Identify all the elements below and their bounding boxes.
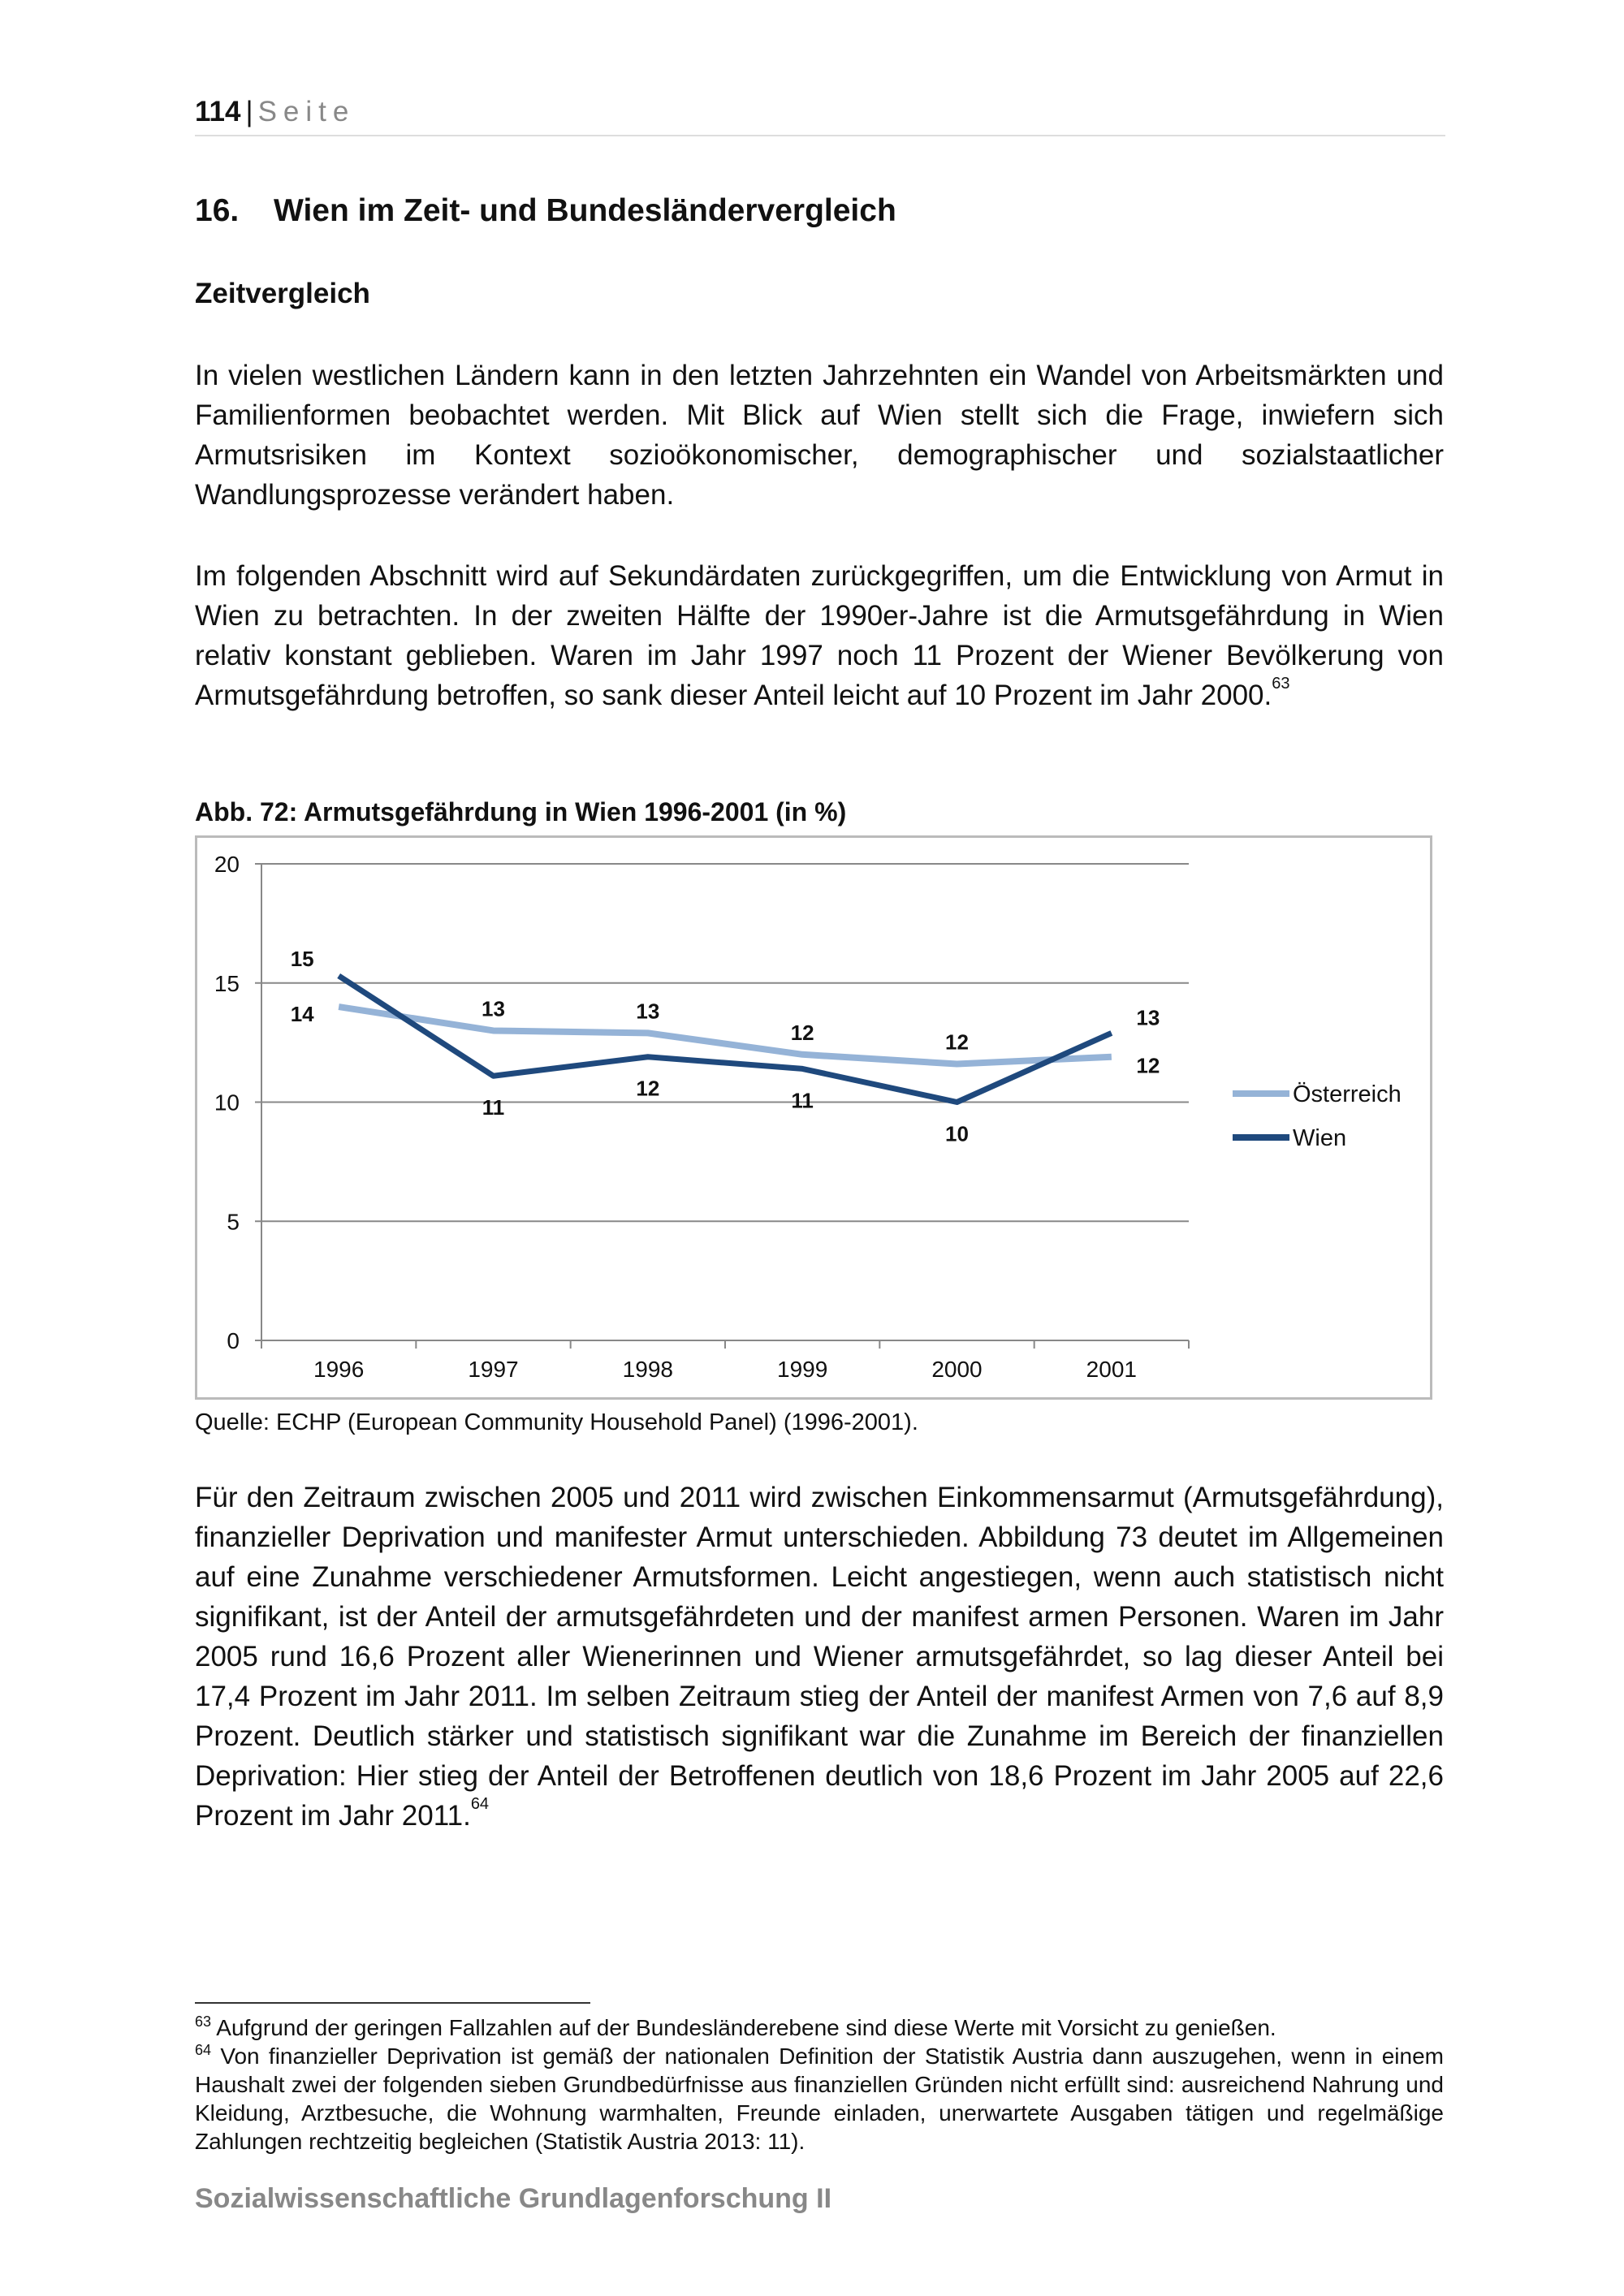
paragraph <box>195 356 1444 515</box>
data-label: 11 <box>482 1095 505 1120</box>
footnote-number: 63 <box>195 2013 212 2030</box>
page-header <box>195 96 355 128</box>
header-rule <box>195 135 1445 136</box>
y-tick-label: 5 <box>227 1209 240 1235</box>
y-tick-label: 15 <box>214 970 240 996</box>
data-label: 12 <box>636 1076 660 1101</box>
data-label: 15 <box>290 946 314 971</box>
paragraph <box>195 556 1444 715</box>
footnote-text: Aufgrund der geringen Fallzahlen auf der Bundesländerebene sind diese Werte mit Vorsicht zu genießen. <box>216 2015 1276 2040</box>
header-separator: | <box>245 96 253 127</box>
data-label: 13 <box>482 996 505 1021</box>
x-tick-label: 1997 <box>468 1357 519 1382</box>
footnote-rule <box>195 2002 590 2004</box>
series-line-österreich <box>339 1007 1112 1064</box>
figure-caption: Abb. 72: Armutsgefährdung in Wien 1996-2001 (in %) <box>195 797 847 826</box>
footnote-ref[interactable]: 63 <box>1272 675 1290 693</box>
paragraph-text: In vielen westlichen Ländern kann in den letzten Jahrzehnten ein Wandel von Arbeitsmärkten und Familienformen beobachtet werden. Mit Blick auf Wien stellt sich die Frage, inwiefern sich Armutsrisiken im Kontext sozioökonomischer, demographischer und sozialstaatlicher Wandlungsprozesse verändert haben. <box>195 360 1444 511</box>
x-tick-label: 1999 <box>777 1357 828 1382</box>
data-label: 10 <box>945 1121 969 1146</box>
data-label: 13 <box>1136 1005 1160 1030</box>
section-heading <box>195 193 896 229</box>
x-tick-label: 2000 <box>931 1357 983 1382</box>
legend-label: Österreich <box>1293 1081 1402 1107</box>
paragraph <box>195 1478 1444 1836</box>
paragraph-text: Für den Zeitraum zwischen 2005 und 2011 wird zwischen Einkommensarmut (Armutsgefährdung), finanzieller Deprivation und manifester Armut unterschieden. Abbildung 73 deutet im Allgemeinen auf eine Zunahme verschiedener Armutsformen. Leicht angestiegen, wenn auch statistisch nicht signifikant, ist der Anteil der armutsgefährdeten und der manifest armen Personen. Waren im Jahr 2005 rund 16,6 Prozent aller Wienerinnen und Wiener armutsgefährdet, so lag dieser Anteil bei 17,4 Prozent im Jahr 2011. Im selben Zeitraum stieg der Anteil der manifest Armen von 7,6 auf 8,9 Prozent. Deutlich stärker und statistisch signifikant war die Zunahme im Bereich der finanziellen Deprivation: Hier stieg der Anteil der Betroffenen deutlich von 18,6 Prozent im Jahr 2005 auf 22,6 Prozent im Jahr 2011. <box>195 1482 1444 1832</box>
paragraph-text: Im folgenden Abschnitt wird auf Sekundärdaten zurückgegriffen, um die Entwicklung von Armut in Wien zu betrachten. In der zweiten Hälfte der 1990er-Jahre ist die Armutsgefährdung in Wien relativ konstant geblieben. Waren im Jahr 1997 noch 11 Prozent der Wiener Bevölkerung von Armutsgefährdung betroffen, so sank dieser Anteil leicht auf 10 Prozent im Jahr 2000. <box>195 560 1444 711</box>
footnote <box>195 2042 1444 2156</box>
footnote-number: 64 <box>195 2042 212 2058</box>
series-line-wien <box>339 976 1112 1103</box>
footnote-ref[interactable]: 64 <box>470 1795 490 1813</box>
data-label: 13 <box>636 999 660 1024</box>
y-tick-label: 10 <box>214 1090 240 1116</box>
data-label: 12 <box>790 1020 814 1045</box>
y-tick-label: 20 <box>214 852 240 877</box>
x-tick-label: 1998 <box>622 1357 673 1382</box>
legend-label: Wien <box>1293 1125 1347 1151</box>
line-chart <box>195 835 1432 1400</box>
page-footer: Sozialwissenschaftliche Grundlagenforschung II <box>195 2183 832 2214</box>
page-number: 114 <box>195 96 241 127</box>
section-title: Wien im Zeit- und Bundesländervergleich <box>274 193 896 228</box>
data-label: 11 <box>791 1088 814 1113</box>
subsection-heading: Zeitvergleich <box>195 278 370 309</box>
data-label: 12 <box>945 1029 969 1055</box>
data-label: 12 <box>1136 1053 1160 1078</box>
data-label: 14 <box>290 1002 314 1027</box>
page-word: Seite <box>257 96 356 127</box>
section-number: 16. <box>195 193 240 228</box>
figure-source: Quelle: ECHP (European Community Household Panel) (1996-2001). <box>195 1409 918 1435</box>
footnote-text: Von finanzieller Deprivation ist gemäß der nationalen Definition der Statistik Austria dann auszugehen, wenn in einem Haushalt zwei der folgenden sieben Grundbedürfnisse aus finanziellen Gründen nicht erfüllt sind: ausreichend Nahrung und Kleidung, Arztbesuche, die Wohnung warmhalten, Freunde einladen, unerwartete Ausgaben tätigen und regelmäßige Zahlungen rechtzeitig begleichen (Statistik Austria 2013: 11). <box>195 2044 1444 2154</box>
x-tick-label: 1996 <box>313 1357 365 1382</box>
y-tick-label: 0 <box>227 1328 240 1353</box>
footnote <box>195 2013 1444 2042</box>
x-tick-label: 2001 <box>1086 1357 1137 1382</box>
